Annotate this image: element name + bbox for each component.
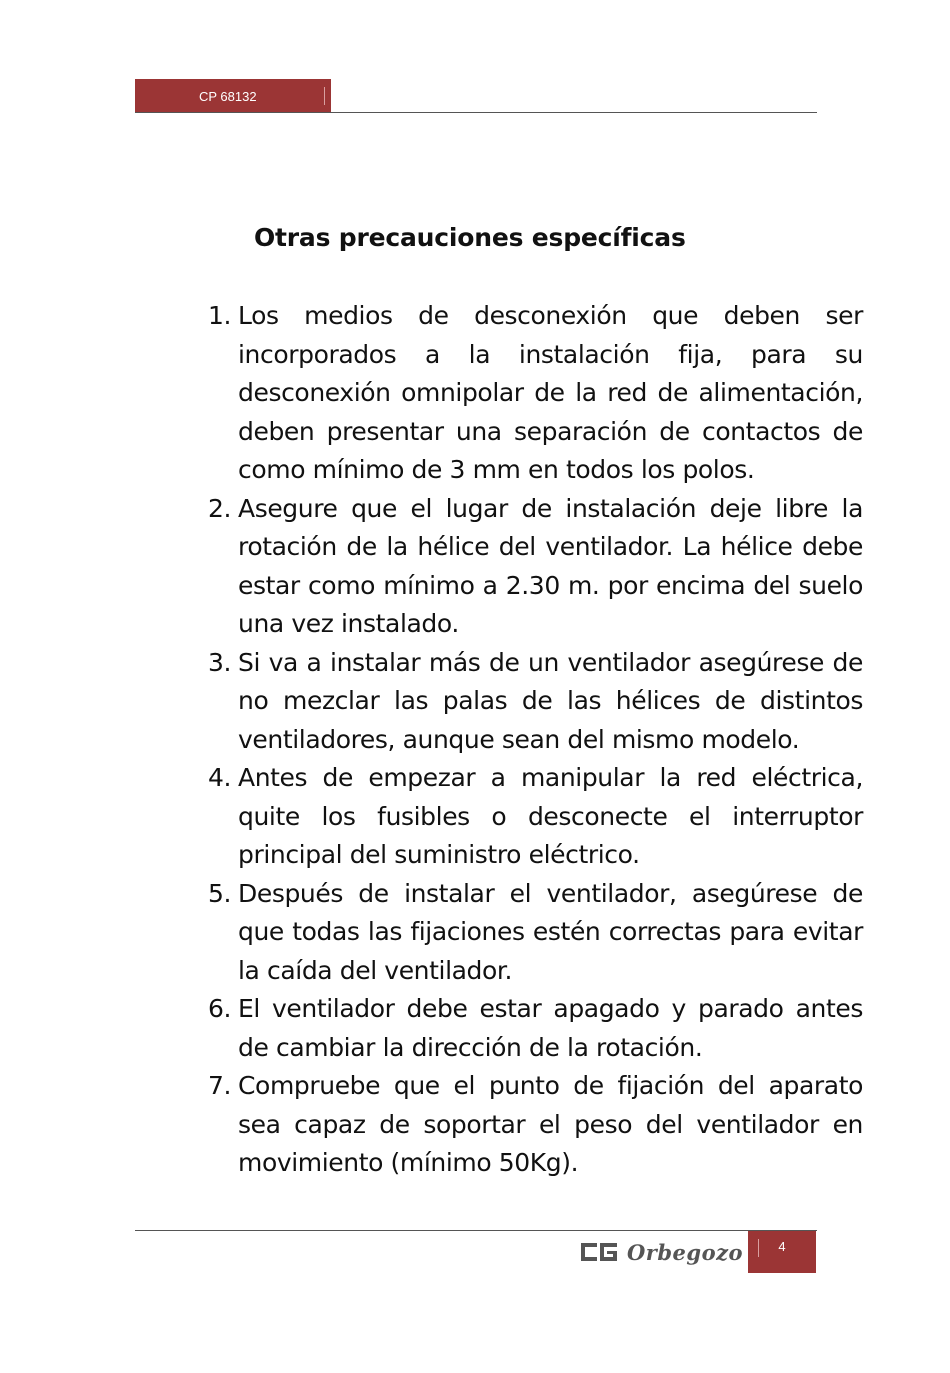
page-number-tab — [748, 1231, 816, 1273]
list-item — [200, 644, 863, 760]
item-number: 7. — [208, 1071, 232, 1100]
item-text: Si va a instalar más de un ventilador asegúrese de no mezclar las palas de las hélices de distintos ventiladores, aunque sean del mismo modelo. — [238, 647, 863, 754]
header-rule — [135, 112, 817, 113]
list-item — [200, 875, 863, 991]
list-item — [200, 1067, 863, 1183]
brand-mark-icon — [581, 1243, 617, 1261]
item-text: Asegure que el lugar de instalación deje libre la rotación de la hélice del ventilador. La hélice debe estar como mínimo a 2.30 m. por encima del suelo una vez instalado. — [238, 493, 863, 638]
item-number: 1. — [208, 301, 232, 330]
list-item — [200, 490, 863, 644]
section-title: Otras precauciones específicas — [254, 223, 686, 252]
brand-name: Orbegozo — [627, 1239, 744, 1265]
item-text: Antes de empezar a manipular la red eléctrica, quite los fusibles o desconecte el interruptor principal del suministro eléctrico. — [238, 763, 863, 869]
item-number: 6. — [208, 994, 232, 1023]
item-text: Los medios de desconexión que deben ser incorporados a la instalación fija, para su desconexión omnipolar de la red de alimentación, deben presentar una separación de contactos de como mínimo de 3 mm en todos los polos. — [238, 301, 863, 484]
item-number: 4. — [208, 763, 232, 792]
list-item — [200, 990, 863, 1067]
item-text: Después de instalar el ventilador, asegúrese de que todas las fijaciones estén correctas para evitar la caída del ventilador. — [238, 878, 863, 985]
page-number: 4 — [778, 1239, 786, 1254]
list-item — [200, 759, 863, 875]
doc-code: CP 68132 — [199, 89, 257, 104]
item-number: 3. — [208, 647, 232, 677]
brand-logo — [581, 1240, 743, 1264]
page-tab-separator — [758, 1239, 759, 1257]
header-doc-tab — [135, 79, 331, 113]
list-item — [200, 297, 863, 490]
header-tab-separator — [324, 87, 325, 105]
footer-rule — [135, 1230, 817, 1231]
item-number: 5. — [208, 878, 232, 908]
item-number: 2. — [208, 493, 232, 523]
precautions-list — [200, 297, 863, 1183]
item-text: Compruebe que el punto de fijación del aparato sea capaz de soportar el peso del ventilador en movimiento (mínimo 50Kg). — [238, 1071, 863, 1177]
item-text: El ventilador debe estar apagado y parado antes de cambiar la dirección de la rotación. — [238, 994, 863, 1062]
